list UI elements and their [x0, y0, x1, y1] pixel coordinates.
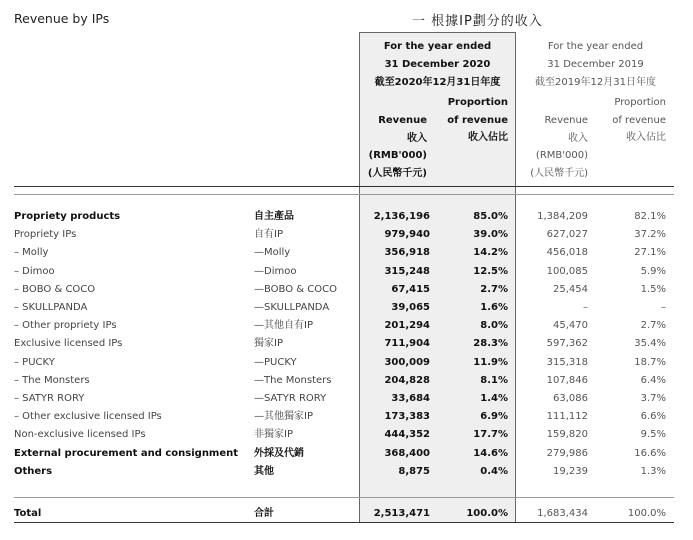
table-title-en: Revenue by IPs [14, 11, 110, 26]
row-label-zh: —The Monsters [254, 374, 332, 386]
row-label-en: Others [14, 465, 53, 477]
table-row [0, 390, 693, 408]
proportion-2020: 1.6% [480, 302, 508, 313]
col-header-revenue-2019 [520, 112, 588, 182]
revenue-2019: 1,384,209 [537, 211, 588, 222]
revenue-2019: 159,820 [546, 429, 588, 441]
row-label-en: – Dimoo [14, 265, 55, 277]
table-row [0, 445, 693, 463]
revenue-2019: 25,454 [553, 283, 588, 295]
revenue-2019: 279,986 [546, 447, 588, 459]
row-label-zh: 自主產品 [254, 211, 294, 222]
revenue-2020: 8,875 [398, 465, 430, 477]
header-2020-line3: 截至2020年12月31日年度 [374, 77, 501, 89]
col-label: Proportion [614, 97, 666, 108]
revenue-2020: 201,294 [384, 320, 430, 332]
row-label-en: Non-exclusive licensed IPs [14, 429, 146, 441]
header-rule-thin [14, 194, 674, 195]
table-row [0, 372, 693, 390]
row-label-en: – Other propriety IPs [14, 320, 117, 332]
table-row [0, 463, 693, 481]
proportion-2020: 1.4% [480, 393, 508, 404]
col-label: 收入佔比 [626, 132, 666, 143]
header-2020-line2: 31 December 2020 [384, 59, 491, 71]
proportion-2020: 6.9% [480, 411, 508, 423]
row-label-zh: —其他獨家IP [254, 411, 313, 423]
revenue-2019: 456,018 [546, 247, 588, 259]
revenue-2019: 63,086 [553, 393, 588, 404]
total-revenue-2019: 1,683,434 [537, 508, 588, 519]
proportion-2019: 37.2% [634, 229, 666, 241]
revenue-2019: 100,085 [546, 265, 588, 277]
col-label: (RMB'000) [535, 150, 588, 161]
table-row [0, 208, 693, 226]
revenue-2019: 19,239 [553, 465, 588, 477]
row-label-zh: 自有IP [254, 229, 283, 241]
table-row [0, 299, 693, 317]
row-label-en: – Other exclusive licensed IPs [14, 411, 162, 423]
col-header-proportion-2019 [600, 94, 666, 147]
proportion-2019: – [661, 302, 666, 313]
revenue-2020: 2,136,196 [373, 211, 430, 222]
proportion-2020: 12.5% [473, 265, 508, 277]
table-row [0, 426, 693, 444]
revenue-2019: – [583, 302, 588, 313]
header-2020-line1: For the year ended [383, 41, 492, 52]
row-label-zh: —BOBO & COCO [254, 283, 337, 295]
proportion-2020: 39.0% [473, 229, 508, 241]
row-label-zh: —Molly [254, 247, 291, 259]
proportion-2019: 82.1% [634, 211, 666, 222]
revenue-2019: 45,470 [553, 320, 588, 332]
revenue-2020: 315,248 [384, 265, 430, 277]
header-2019-line1: For the year ended [547, 41, 644, 52]
row-label-zh: 其他 [254, 465, 274, 477]
col-label: (RMB'000) [368, 150, 427, 161]
table-row [0, 354, 693, 372]
table-row [0, 408, 693, 426]
row-label-en: – The Monsters [14, 374, 90, 386]
row-label-en: – SKULLPANDA [14, 302, 88, 313]
revenue-2020: 300,009 [384, 356, 430, 368]
total-proportion-2020: 100.0% [466, 508, 508, 519]
proportion-2019: 2.7% [640, 320, 666, 332]
header-2020 [360, 38, 515, 93]
proportion-2020: 14.6% [473, 447, 508, 459]
proportion-2019: 6.4% [640, 374, 666, 386]
bottom-rule [14, 522, 674, 523]
row-label-en: Propriety products [14, 211, 121, 222]
col-label: Revenue [378, 115, 427, 126]
table-row [0, 244, 693, 262]
revenue-2020: 356,918 [384, 247, 430, 259]
revenue-2020: 39,065 [391, 302, 430, 313]
col-label: 收入 [568, 132, 588, 144]
row-label-en: External procurement and consignment [14, 447, 239, 459]
row-label-en: – SATYR RORY [14, 393, 85, 404]
proportion-2020: 8.0% [480, 320, 508, 332]
row-label-zh: —其他自有IP [254, 320, 313, 332]
col-label: Proportion [447, 97, 508, 108]
revenue-2020: 368,400 [384, 447, 430, 459]
revenue-2020: 173,383 [384, 411, 430, 423]
row-label-zh: —Dimoo [254, 265, 297, 277]
proportion-2019: 1.5% [640, 283, 666, 295]
revenue-2020: 979,940 [384, 229, 430, 241]
revenue-2020: 33,684 [391, 393, 430, 404]
revenue-2020: 711,904 [384, 338, 430, 350]
row-label-zh: —SATYR RORY [254, 393, 327, 404]
col-header-revenue-2020 [363, 112, 427, 182]
col-label: of revenue [447, 114, 508, 126]
proportion-2020: 0.4% [480, 465, 508, 477]
col-label: (人民幣千元) [530, 167, 588, 179]
total-separator [14, 497, 674, 498]
proportion-2020: 85.0% [473, 211, 508, 222]
proportion-2019: 6.6% [640, 411, 666, 423]
table-title-zh: 一 根據IP劃分的收入 [412, 14, 543, 29]
proportion-2020: 17.7% [473, 429, 508, 441]
total-revenue-2020: 2,513,471 [373, 508, 430, 519]
row-label-en: – Molly [14, 247, 49, 259]
revenue-2019: 315,318 [546, 356, 588, 368]
proportion-2020: 28.3% [473, 338, 508, 350]
header-2019 [518, 38, 673, 93]
proportion-2020: 11.9% [473, 356, 508, 368]
row-label-en: – PUCKY [14, 356, 55, 368]
row-label-zh: 外採及代銷 [254, 447, 304, 459]
col-header-proportion-2020 [440, 94, 508, 147]
row-label-zh: —PUCKY [254, 356, 297, 368]
col-label: 收入佔比 [468, 132, 508, 143]
revenue-2019: 107,846 [546, 374, 588, 386]
row-label-zh: 非獨家IP [254, 429, 293, 441]
row-label-zh: —SKULLPANDA [254, 302, 330, 313]
col-label: (人民幣千元) [367, 167, 427, 179]
row-label-en: Exclusive licensed IPs [14, 338, 123, 350]
row-label-en: Propriety IPs [14, 229, 77, 241]
table-row [0, 317, 693, 335]
proportion-2019: 35.4% [634, 338, 666, 350]
row-label-zh: 獨家IP [254, 338, 283, 350]
proportion-2019: 27.1% [634, 247, 666, 259]
proportion-2019: 5.9% [640, 265, 666, 277]
revenue-2019: 111,112 [546, 411, 588, 423]
table-row [0, 263, 693, 281]
header-2019-line3: 截至2019年12月31日年度 [535, 77, 656, 89]
proportion-2019: 9.5% [640, 429, 666, 441]
total-row [0, 505, 693, 523]
proportion-2019: 16.6% [634, 447, 666, 459]
total-label-en: Total [14, 508, 42, 519]
revenue-2019: 597,362 [546, 338, 588, 350]
proportion-2019: 18.7% [634, 356, 666, 368]
row-label-en: – BOBO & COCO [14, 283, 96, 295]
total-proportion-2019: 100.0% [627, 508, 666, 519]
revenue-2020: 444,352 [384, 429, 430, 441]
proportion-2019: 1.3% [640, 465, 666, 477]
revenue-2020: 67,415 [391, 283, 430, 295]
table-row [0, 281, 693, 299]
table-row [0, 335, 693, 353]
revenue-2020: 204,828 [384, 374, 430, 386]
col-label: Revenue [544, 115, 588, 126]
header-rule [14, 186, 674, 187]
proportion-2020: 8.1% [480, 374, 508, 386]
proportion-2020: 14.2% [473, 247, 508, 259]
total-label-zh: 合計 [254, 508, 274, 519]
proportion-2019: 3.7% [640, 393, 666, 404]
col-label: 收入 [407, 132, 427, 144]
revenue-2019: 627,027 [546, 229, 588, 241]
proportion-2020: 2.7% [480, 283, 508, 295]
table-row [0, 226, 693, 244]
header-2019-line2: 31 December 2019 [547, 59, 644, 71]
col-label: of revenue [612, 114, 666, 126]
